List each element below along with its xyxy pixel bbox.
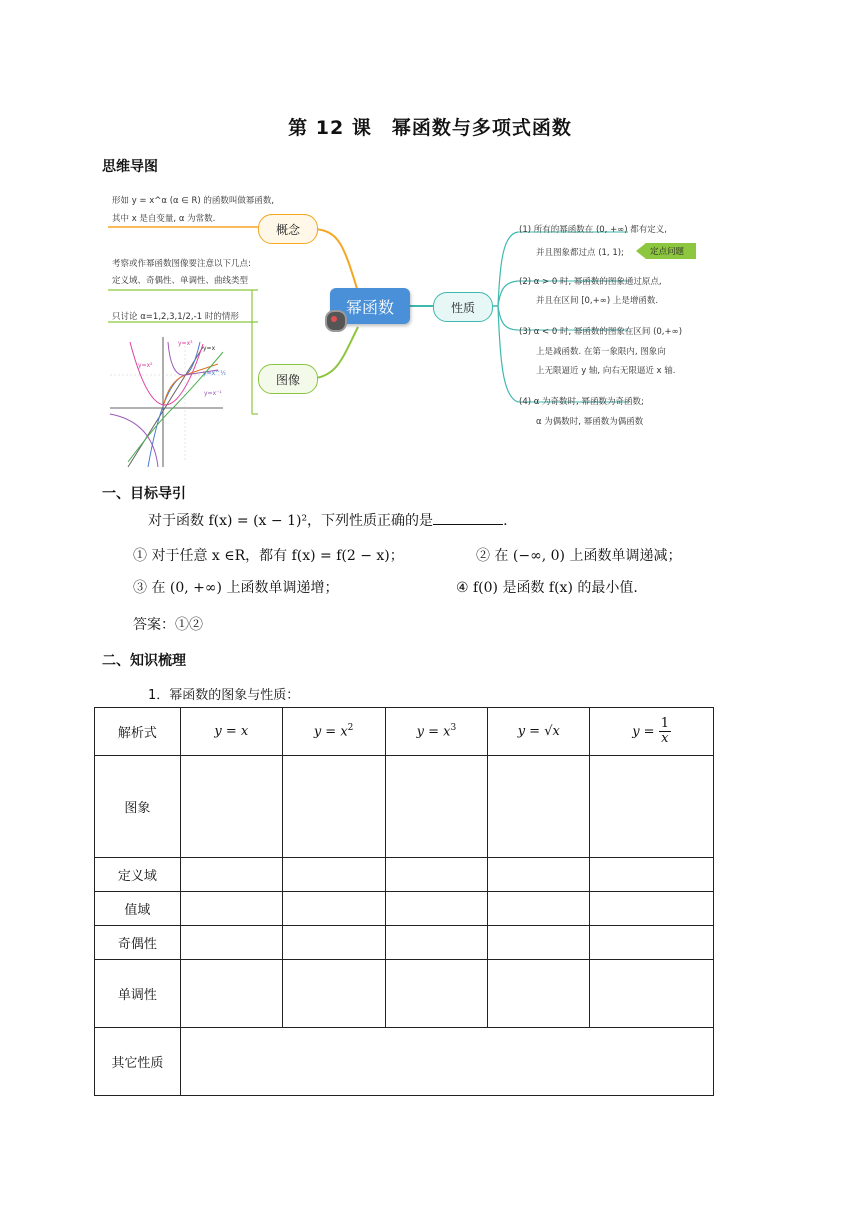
property-text: (1) 所有的幂函数在 (0, +∞) 都有定义, — [519, 225, 667, 235]
table-row — [95, 960, 714, 1028]
expr-text: y = — [632, 724, 655, 739]
option-1: ① 对于任意 x ∈R，都有 f(x) = f(2 − x)； — [133, 548, 404, 564]
empty-cell[interactable] — [180, 960, 282, 1028]
question — [148, 510, 508, 530]
question-text: 对于函数 f(x) = (x − 1)²，下列性质正确的是 — [148, 513, 434, 529]
concept-text: 其中 x 是自变量, α 为常数. — [112, 214, 216, 224]
empty-cell[interactable] — [488, 926, 590, 960]
property-text: (3) α < 0 时, 幂函数的图象在区间 (0,+∞) — [519, 327, 683, 337]
empty-cell[interactable] — [180, 858, 282, 892]
expr-text: y = x — [416, 724, 451, 740]
expr-exponent: 2 — [347, 723, 354, 734]
empty-cell[interactable] — [282, 858, 385, 892]
expr-cell — [488, 708, 590, 756]
empty-cell[interactable] — [590, 926, 714, 960]
fraction-denominator: x — [661, 731, 669, 746]
table-row — [95, 858, 714, 892]
table-row — [95, 926, 714, 960]
graph-text: 定义域、奇偶性、单调性、曲线类型 — [112, 276, 249, 286]
row-label: 解析式 — [95, 708, 181, 756]
row-label: 奇偶性 — [95, 926, 181, 960]
graph-label: y=x⁻¹ — [204, 390, 222, 397]
empty-cell[interactable] — [488, 858, 590, 892]
concept-node: 概念 — [258, 214, 318, 244]
empty-cell[interactable] — [180, 892, 282, 926]
mindmap — [108, 182, 708, 472]
center-node: 幂函数 — [330, 288, 410, 324]
empty-cell[interactable] — [590, 858, 714, 892]
graph-label: y=x³ — [178, 340, 193, 347]
concept-text: 形如 y = x^α (α ∈ R) 的函数叫做幂函数, — [112, 196, 275, 206]
section-heading: 二、知识梳理 — [102, 653, 186, 669]
section-heading: 一、目标导引 — [102, 486, 186, 502]
expr-cell — [590, 708, 714, 756]
row-label: 定义域 — [95, 858, 181, 892]
empty-cell[interactable] — [385, 858, 488, 892]
answer: 答案：①② — [133, 617, 203, 633]
empty-cell[interactable] — [385, 926, 488, 960]
table-row — [95, 756, 714, 858]
empty-cell[interactable] — [385, 892, 488, 926]
row-label: 其它性质 — [95, 1028, 181, 1096]
graph-label: y=x² — [138, 362, 153, 369]
property-text: α 为偶数时, 幂函数为偶函数 — [536, 417, 644, 427]
property-text: 并且图象都过点 (1, 1); — [536, 248, 624, 258]
option-2: ② 在 (−∞, 0) 上函数单调递减； — [476, 548, 682, 564]
answer-blank — [433, 512, 503, 525]
empty-cell[interactable] — [385, 756, 488, 858]
property-text: 并且在区间 [0,+∞) 上是增函数. — [536, 296, 659, 306]
graph-text: 只讨论 α=1,2,3,1/2,-1 时的情形 — [112, 312, 239, 322]
center-node-badge-dot — [331, 316, 337, 322]
fraction — [659, 717, 671, 747]
graph-text: 考察或作幂函数图像要注意以下几点: — [112, 259, 251, 269]
fraction-numerator: 1 — [660, 715, 669, 731]
empty-cell[interactable] — [282, 756, 385, 858]
option-3: ③ 在 (0, +∞) 上函数单调递增； — [133, 580, 339, 596]
property-text: 上是减函数. 在第一象限内, 图象向 — [536, 347, 666, 357]
empty-cell[interactable] — [385, 960, 488, 1028]
question-period: . — [503, 513, 508, 529]
property-text: (4) α 为奇数时, 幂函数为奇函数; — [519, 397, 644, 407]
expr-cell — [180, 708, 282, 756]
empty-cell[interactable] — [590, 960, 714, 1028]
row-label: 值域 — [95, 892, 181, 926]
expr-text: y = x — [313, 724, 348, 740]
graph-node: 图像 — [258, 364, 318, 394]
row-label: 单调性 — [95, 960, 181, 1028]
empty-cell[interactable] — [180, 1028, 713, 1096]
fixed-point-tag: 定点问题 — [636, 243, 696, 259]
expr-cell — [282, 708, 385, 756]
empty-cell[interactable] — [282, 926, 385, 960]
graph-label: y=x — [203, 345, 216, 352]
power-function-graph — [110, 337, 223, 467]
empty-cell[interactable] — [488, 756, 590, 858]
expr-exponent: 3 — [450, 723, 457, 734]
row-label: 图象 — [95, 756, 181, 858]
empty-cell[interactable] — [590, 892, 714, 926]
property-text: 上无限逼近 y 轴, 向右无限逼近 x 轴. — [536, 366, 676, 376]
expr-text: y = x — [214, 724, 249, 739]
expr-text: y = √x — [517, 724, 560, 739]
page-title: 第 12 课 幂函数与多项式函数 — [288, 117, 572, 139]
property-node: 性质 — [433, 292, 493, 322]
empty-cell[interactable] — [590, 756, 714, 858]
empty-cell[interactable] — [488, 892, 590, 926]
option-4: ④ f(0) 是函数 f(x) 的最小值. — [456, 580, 638, 596]
table-row — [95, 708, 714, 756]
empty-cell[interactable] — [180, 926, 282, 960]
empty-cell[interactable] — [282, 892, 385, 926]
power-function-table — [94, 707, 714, 1096]
table-row — [95, 1028, 714, 1096]
graph-label: y=x^½ — [203, 370, 226, 377]
expr-cell — [385, 708, 488, 756]
empty-cell[interactable] — [488, 960, 590, 1028]
table-row — [95, 892, 714, 926]
item-1: 1．幂函数的图象与性质： — [148, 688, 300, 703]
empty-cell[interactable] — [180, 756, 282, 858]
empty-cell[interactable] — [282, 960, 385, 1028]
property-text: (2) α > 0 时, 幂函数的图象通过原点, — [519, 277, 662, 287]
mindmap-heading: 思维导图 — [102, 159, 158, 175]
